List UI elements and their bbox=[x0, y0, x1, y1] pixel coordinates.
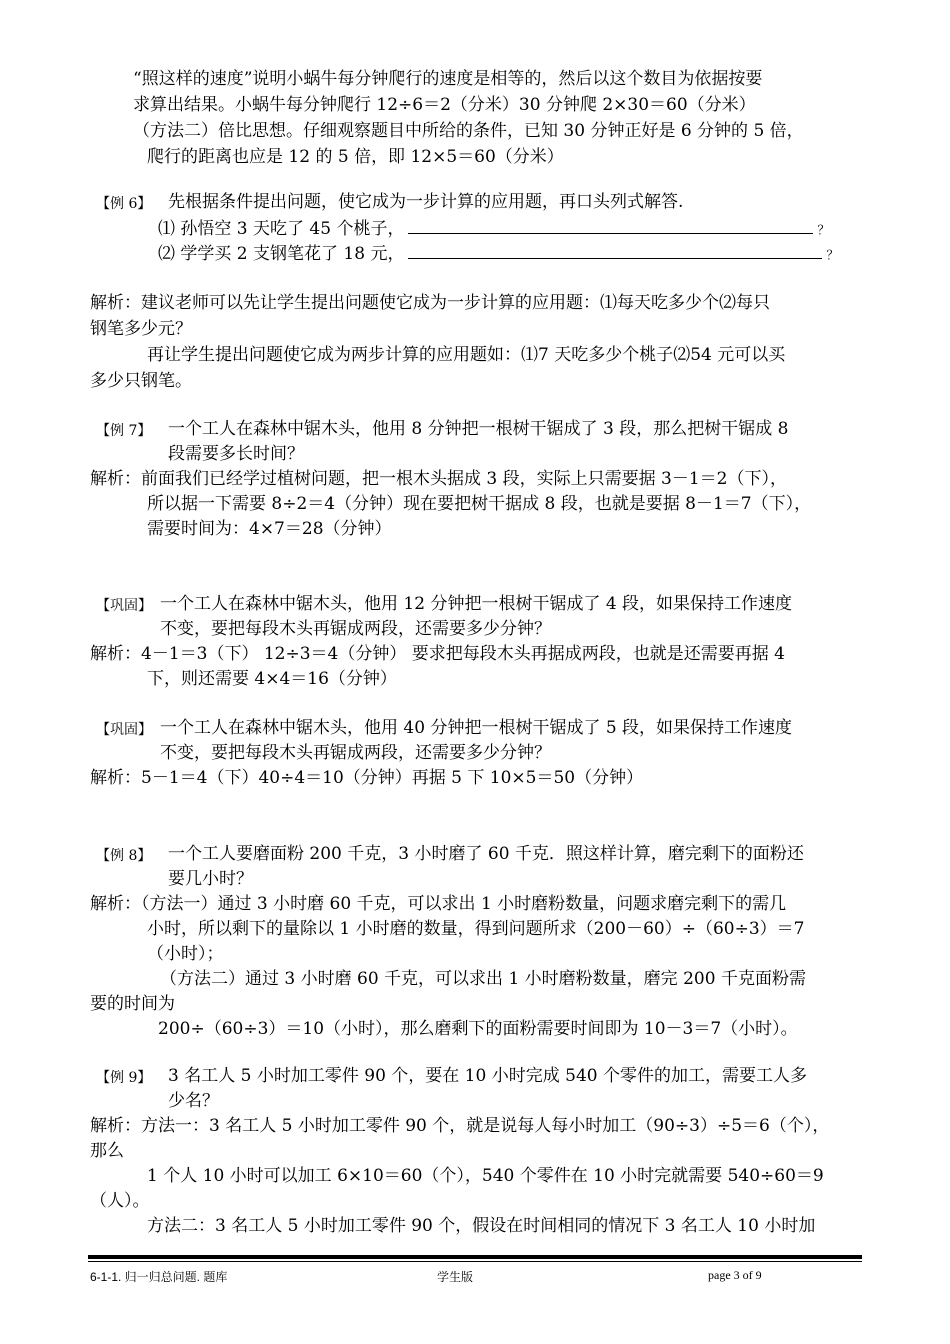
example-9-answer-3: 1 个人 10 小时可以加工 6×10＝60（个），540 个零件在 10 小时完就需要 540÷60＝9 bbox=[147, 1166, 824, 1186]
example-8-answer-1: 解析：（方法一）通过 3 小时磨 60 千克，可以求出 1 小时磨粉数量，问题求磨完剩下的需几 bbox=[90, 894, 787, 914]
practice-1-answer-1: 解析：4－1＝3（下） 12÷3＝4（分钟） 要求把每段木头再据成两段，也就是还需要再据 4 bbox=[90, 644, 785, 664]
example-6-answer-1: 解析：建议老师可以先让学生提出问题使它成为一步计算的应用题：⑴每天吃多少个⑵每只 bbox=[90, 293, 770, 313]
example-7-answer-1: 解析：前面我们已经学过植树问题，把一根木头据成 3 段，实际上只需要据 3－1＝2（下）， bbox=[90, 469, 787, 489]
example-9-answer-5: 方法二：3 名工人 5 小时加工零件 90 个，假设在时间相同的情况下 3 名工人 10 小时加 bbox=[147, 1216, 816, 1236]
practice-2-question-1: 一个工人在森林中锯木头，他用 40 分钟把一根树干锯成了 5 段，如果保持工作速度 bbox=[160, 718, 793, 738]
example-9-question-2: 少名？ bbox=[168, 1091, 219, 1111]
example-7-answer-2: 所以据一下需要 8÷2＝4（分钟）现在要把树干据成 8 段，也就是要据 8－1＝7（下）， bbox=[147, 494, 812, 514]
footer-rule-thin bbox=[88, 1261, 862, 1262]
example-7-tag: 【例 7】 bbox=[96, 423, 152, 439]
practice-2-answer-1: 解析：5－1＝4（下）40÷4＝10（分钟）再据 5 下 10×5＝50（分钟） bbox=[90, 768, 644, 788]
example-6-tag: 【例 6】 bbox=[96, 196, 152, 212]
intro-line-3: （方法二）倍比思想。仔细观察题目中所给的条件，已知 30 分钟正好是 6 分钟的 5 倍， bbox=[133, 121, 804, 141]
example-8-tag: 【例 8】 bbox=[96, 848, 152, 864]
example-8-question-2: 要几小时？ bbox=[168, 869, 253, 889]
example-6-item-1 bbox=[158, 217, 829, 242]
example-9-answer-4: （人）。 bbox=[90, 1191, 150, 1211]
example-9-answer-2: 那么 bbox=[90, 1141, 124, 1161]
example-8-answer-3: （小时）； bbox=[147, 944, 224, 964]
example-6-item-1-end: ？ bbox=[817, 223, 830, 237]
practice-1-answer-2: 下，则还需要 4×4＝16（分钟） bbox=[147, 669, 397, 689]
example-6-answer-3: 再让学生提出问题使它成为两步计算的应用题如：⑴7 天吃多少个桃子⑵54 元可以买 bbox=[147, 345, 786, 365]
example-8-answer-4: （方法二）通过 3 小时磨 60 千克，可以求出 1 小时磨粉数量，磨完 200 千克面粉需 bbox=[160, 969, 806, 989]
example-7-answer-3: 需要时间为：4×7＝28（分钟） bbox=[147, 519, 392, 539]
example-7-question-1: 一个工人在森林中锯木头，他用 8 分钟把一根树干锯成了 3 段，那么把树干锯成 8 bbox=[168, 419, 789, 439]
practice-1-question-2: 不变，要把每段木头再锯成两段，还需要多少分钟？ bbox=[160, 619, 551, 639]
example-6-item-2-end: ？ bbox=[826, 248, 839, 262]
practice-1-tag: 【巩固】 bbox=[96, 598, 152, 614]
example-7-question-2: 段需要多长时间？ bbox=[168, 444, 304, 464]
practice-2-tag: 【巩固】 bbox=[96, 722, 152, 738]
answer-blank-2[interactable] bbox=[408, 242, 822, 259]
example-8-answer-2: 小时，所以剩下的量除以 1 小时磨的数量，得到问题所求（200－60）÷（60÷3）＝7 bbox=[147, 919, 805, 939]
intro-line-1: “照这样的速度”说明小蜗牛每分钟爬行的速度是相等的，然后以这个数目为依据按要 bbox=[133, 69, 763, 89]
example-9-tag: 【例 9】 bbox=[96, 1070, 152, 1086]
intro-line-2: 求算出结果。小蜗牛每分钟爬行 12÷6＝2（分米）30 分钟爬 2×30＝60（分米） bbox=[133, 95, 756, 115]
example-6-item-2 bbox=[158, 242, 838, 267]
example-9-question-1: 3 名工人 5 小时加工零件 90 个，要在 10 小时完成 540 个零件的加工，需要工人多 bbox=[168, 1066, 807, 1086]
example-8-question-1: 一个工人要磨面粉 200 千克，3 小时磨了 60 千克．照这样计算，磨完剩下的面粉还 bbox=[168, 844, 804, 864]
intro-line-4: 爬行的距离也应是 12 的 5 倍，即 12×5＝60（分米） bbox=[147, 147, 564, 167]
example-6-answer-2: 钢笔多少元？ bbox=[90, 319, 192, 339]
footer-edition-label: 学生版 bbox=[437, 1270, 474, 1284]
footer-rule-thick bbox=[88, 1255, 862, 1259]
answer-blank-1[interactable] bbox=[408, 217, 813, 234]
example-6-question: 先根据条件提出问题，使它成为一步计算的应用题，再口头列式解答. bbox=[168, 192, 684, 212]
example-9-answer-1: 解析：方法一：3 名工人 5 小时加工零件 90 个，就是说每人每小时加工（90÷3）÷5＝6（个）， bbox=[90, 1116, 830, 1136]
practice-2-question-2: 不变，要把每段木头再锯成两段，还需要多少分钟？ bbox=[160, 743, 551, 763]
footer-page-number: page 3 of 9 bbox=[708, 1268, 762, 1282]
example-8-answer-5: 要的时间为 bbox=[90, 994, 175, 1014]
footer-course-label: 6-1-1. 归一归总问题. 题库 bbox=[90, 1270, 228, 1284]
example-8-answer-6: 200÷（60÷3）＝10（小时），那么磨剩下的面粉需要时间即为 10－3＝7（小时）。 bbox=[158, 1019, 798, 1039]
example-6-answer-4: 多少只钢笔。 bbox=[90, 371, 192, 391]
example-6-item-2-text: ⑵ 学学买 2 支钢笔花了 18 元， bbox=[158, 244, 405, 264]
example-6-item-1-text: ⑴ 孙悟空 3 天吃了 45 个桃子， bbox=[158, 219, 405, 239]
practice-1-question-1: 一个工人在森林中锯木头，他用 12 分钟把一根树干锯成了 4 段，如果保持工作速度 bbox=[160, 594, 793, 614]
